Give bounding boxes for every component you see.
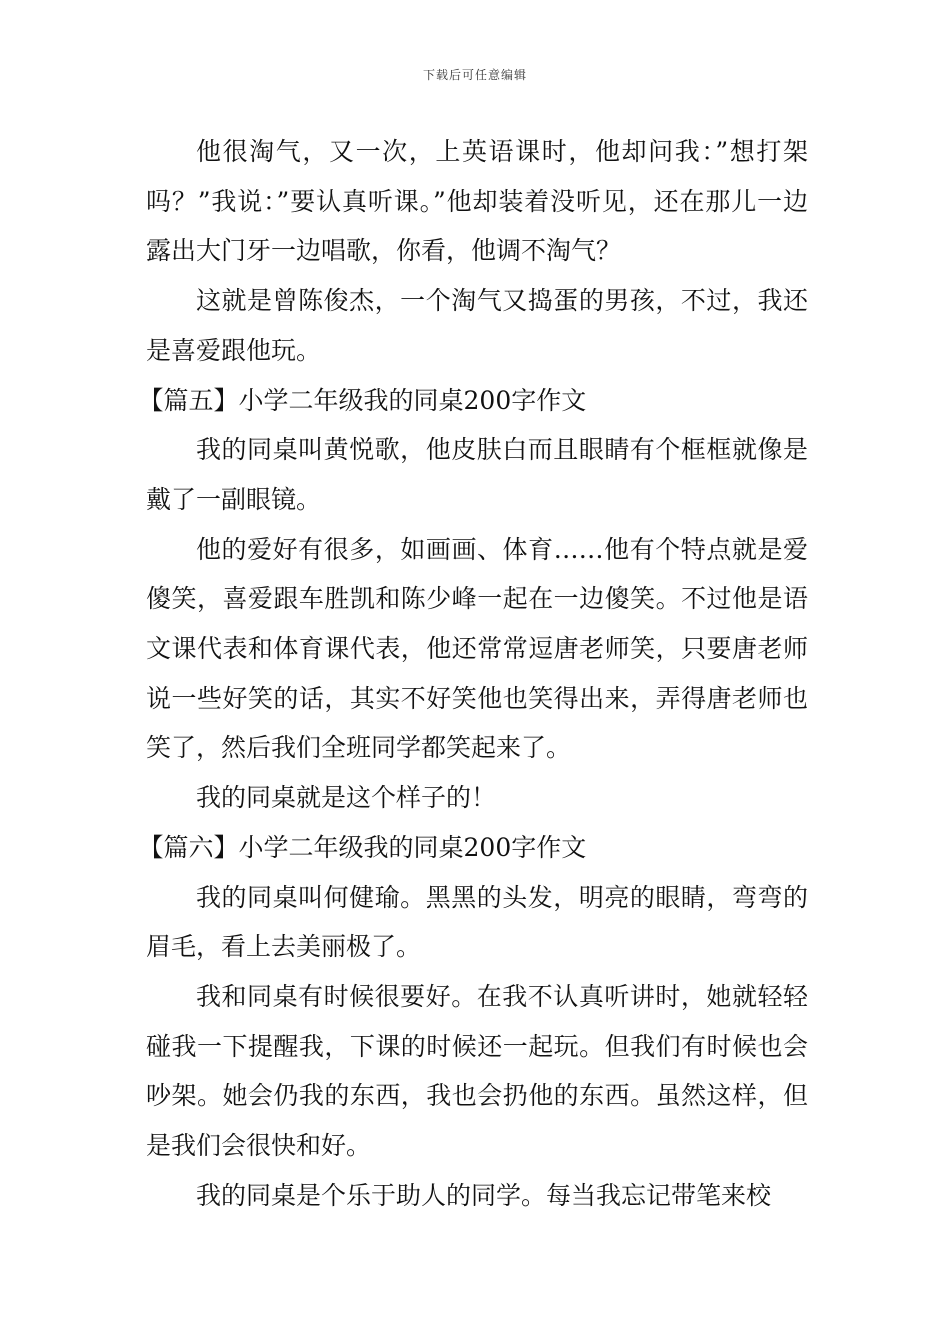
paragraph-7: 我和同桌有时候很要好。在我不认真听讲时，她就轻轻碰我一下提醒我，下课的时候还一起玩。但我们有时候也会吵架。她会仍我的东西，我也会扔他的东西。虽然这样，但是我们会很快和好。 xyxy=(146,981,808,1161)
paragraph-6: 我的同桌叫何健瑜。黑黑的头发，明亮的眼睛，弯弯的眉毛，看上去美丽极了。 xyxy=(146,882,808,962)
paragraph-2: 这就是曾陈俊杰，一个淘气又捣蛋的男孩，不过，我还是喜爱跟他玩。 xyxy=(146,286,808,365)
paragraph-5: 我的同桌就是这个样子的！ xyxy=(196,783,497,813)
document-body xyxy=(138,127,808,1220)
paragraph-4: 他的爱好有很多，如画画、体育……他有个特点就是爱傻笑，喜爱跟车胜凯和陈少峰一起在一边傻笑。不过他是语文课代表和体育课代表，他还常常逗唐老师笑，只要唐老师说一些好笑的话，其实不好笑他也笑得出来，弄得唐老师也笑了，然后我们全班同学都笑起来了。 xyxy=(146,534,808,763)
section-heading-5: 【篇五】小学二年级我的同桌200字作文 xyxy=(138,385,587,415)
section-heading-6: 【篇六】小学二年级我的同桌200字作文 xyxy=(138,832,587,862)
paragraph-3: 我的同桌叫黄悦歌，他皮肤白而且眼睛有个框框就像是戴了一副眼镜。 xyxy=(146,435,808,514)
paragraph-8: 我的同桌是个乐于助人的同学。每当我忘记带笔来校 xyxy=(196,1180,772,1210)
paragraph-1: 他很淘气，又一次，上英语课时，他却问我：”想打架吗？”我说：”要认真听课。”他却装着没听见，还在那儿一边露出大门牙一边唱歌，你看，他调不淘气？ xyxy=(146,137,808,266)
page-header-note: 下载后可任意编辑 xyxy=(422,68,527,82)
